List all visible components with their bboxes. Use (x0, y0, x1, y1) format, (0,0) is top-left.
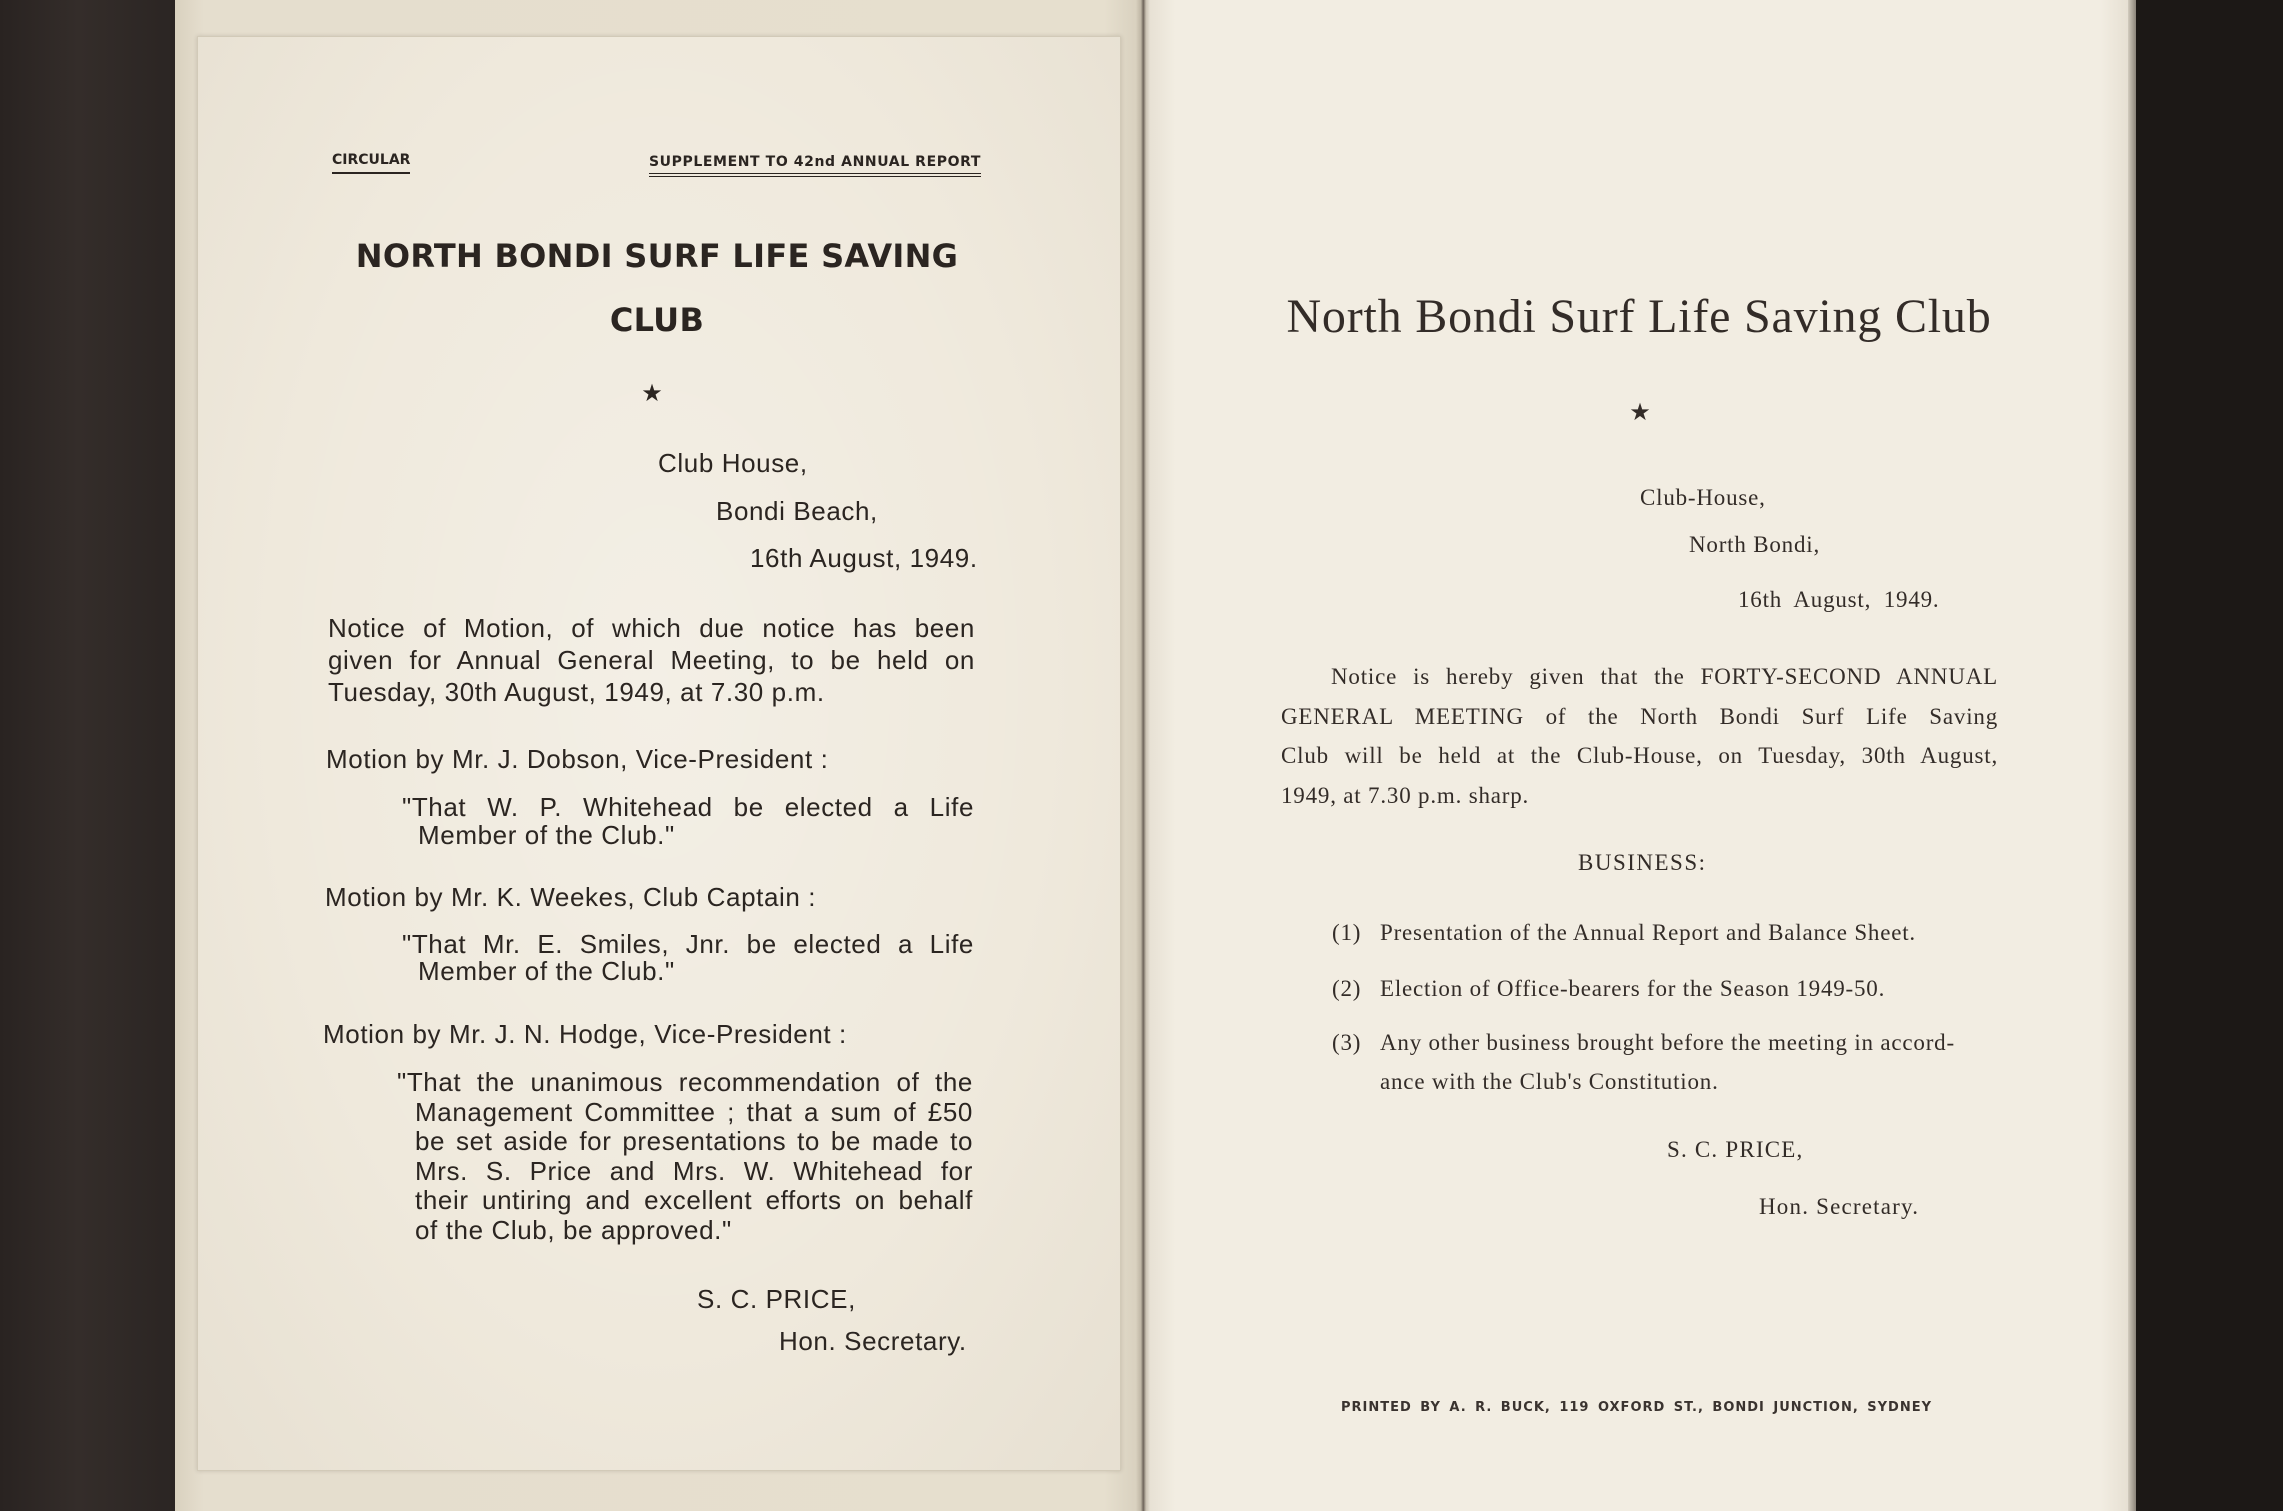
motion-text-line: Mrs. S. Price and Mrs. W. Whitehead for (415, 1155, 973, 1186)
motion-text-line: "That W. P. Whitehead be elected a Life (402, 792, 974, 822)
motion-text-line: "That Mr. E. Smiles, Jnr. be elected a Life (402, 929, 974, 959)
notice-line: Notice is hereby given that the FORTY-SECOND ANNUAL (1331, 664, 1998, 689)
motion-text-line: of the Club, be approved." (415, 1214, 732, 1245)
address-line: Club-House, (1640, 485, 1766, 510)
date-line: 16th August, 1949. (1738, 587, 1940, 612)
business-item-number: (3) (1332, 1030, 1362, 1055)
circular-label: CIRCULAR (332, 152, 410, 174)
meeting-notice (1281, 657, 1998, 815)
address-line: North Bondi, (1689, 532, 1820, 557)
motion-text (402, 793, 974, 849)
signature-title: Hon. Secretary. (779, 1326, 967, 1356)
star-ornament: ★ (641, 379, 663, 407)
signature-name: S. C. PRICE, (697, 1284, 856, 1314)
motion-text (402, 931, 974, 985)
motion-text-line: "That the unanimous recommendation of the (397, 1067, 973, 1097)
motion-mover: Motion by Mr. J. N. Hodge, Vice-President : (323, 1019, 847, 1049)
motion-text (397, 1068, 973, 1245)
business-item-line: ance with the Club's Constitution. (1380, 1069, 1719, 1094)
background-right (2136, 0, 2283, 1511)
motion-text-line: Management Committee ; that a sum of £50 (415, 1096, 973, 1127)
star-ornament: ★ (1629, 398, 1651, 426)
business-item-line: Presentation of the Annual Report and Balance Sheet. (1380, 920, 1916, 945)
business-item-number: (2) (1332, 976, 1362, 1001)
business-item-text (1380, 913, 1916, 952)
business-item-line: Election of Office-bearers for the Season 1949-50. (1380, 976, 1886, 1001)
notice-line: Tuesday, 30th August, 1949, at 7.30 p.m. (328, 677, 825, 707)
notice-of-motion (328, 612, 975, 708)
motion-text-line: Member of the Club." (418, 956, 675, 986)
business-item-text (1380, 1023, 1955, 1101)
supplement-label: SUPPLEMENT TO 42nd ANNUAL REPORT (649, 154, 981, 177)
notice-line: Notice of Motion, of which due notice has been (328, 613, 975, 643)
business-heading: BUSINESS: (1578, 850, 1707, 875)
motion-mover: Motion by Mr. J. Dobson, Vice-President : (326, 744, 829, 774)
circular-title-line-1: NORTH BONDI SURF LIFE SAVING (355, 237, 959, 275)
notice-line: given for Annual General Meeting, to be held on (328, 645, 975, 675)
page-gutter (1136, 0, 1150, 1511)
notice-line: GENERAL MEETING of the North Bondi Surf Life Saving (1281, 703, 1998, 729)
motion-text-line: be set aside for presentations to be made to (415, 1126, 973, 1156)
notice-line: 1949, at 7.30 p.m. sharp. (1281, 782, 1530, 808)
business-item-line: Any other business brought before the meeting in accord- (1380, 1030, 1955, 1055)
page-edge (2128, 0, 2136, 1511)
signature-title: Hon. Secretary. (1759, 1194, 1920, 1219)
address-line: Bondi Beach, (716, 496, 878, 526)
business-item-text (1380, 969, 1885, 1008)
signature-name: S. C. PRICE, (1667, 1137, 1804, 1162)
printer-imprint: PRINTED BY A. R. BUCK, 119 OXFORD ST., BONDI JUNCTION, SYDNEY (1341, 1400, 1932, 1415)
date-line: 16th August, 1949. (750, 543, 978, 573)
motion-text-line: their untiring and excellent efforts on behalf (415, 1185, 973, 1215)
background-left (0, 0, 175, 1511)
address-line: Club House, (658, 448, 808, 478)
notice-line: Club will be held at the Club-House, on Tuesday, 30th August, (1281, 743, 1998, 768)
notice-title: North Bondi Surf Life Saving Club (1286, 290, 1992, 343)
circular-title-line-2: CLUB (609, 301, 705, 339)
business-item-number: (1) (1332, 920, 1362, 945)
motion-mover: Motion by Mr. K. Weekes, Club Captain : (325, 882, 817, 912)
motion-text-line: Member of the Club." (418, 820, 675, 850)
